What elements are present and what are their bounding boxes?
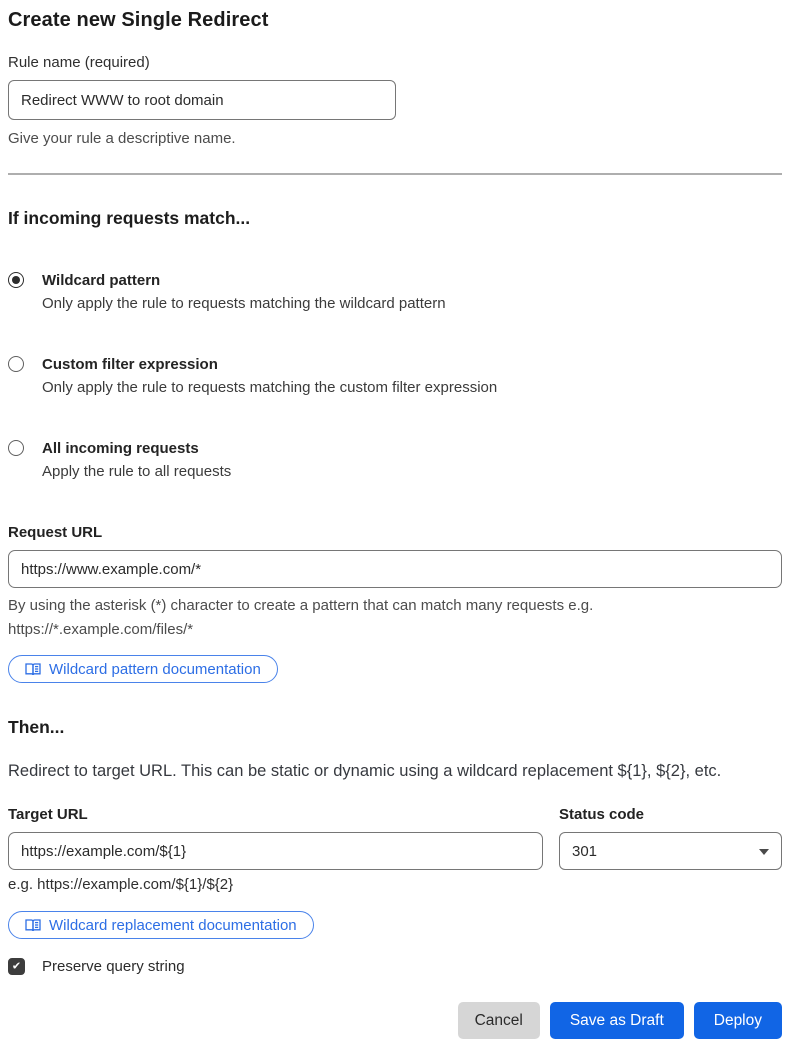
target-url-label: Target URL — [8, 806, 88, 823]
status-code-select[interactable] — [559, 832, 782, 870]
open-book-icon — [25, 918, 41, 933]
request-url-help: By using the asterisk (*) character to create a pattern that can match many requests e.g. https://*.example.com/files/* — [8, 597, 594, 638]
request-url-label: Request URL — [8, 524, 103, 541]
radio-option-all-requests[interactable] — [8, 439, 782, 481]
then-section-heading: Then... — [8, 717, 65, 737]
rule-name-label: Rule name (required) — [8, 54, 150, 71]
custom-filter-radio[interactable] — [8, 356, 24, 372]
target-status-row — [8, 806, 782, 894]
rule-name-help: Give your rule a descriptive name. — [8, 130, 236, 147]
deploy-button[interactable]: Deploy — [694, 1002, 782, 1039]
target-url-help: e.g. https://example.com/${1}/${2} — [8, 876, 234, 893]
save-as-draft-button[interactable]: Save as Draft — [550, 1002, 684, 1039]
rule-name-input[interactable] — [8, 80, 396, 120]
radio-option-wildcard-pattern[interactable] — [8, 271, 782, 313]
then-section-description: Redirect to target URL. This can be static or dynamic using a wildcard replacement ${1}, ${2}, etc. — [8, 762, 722, 780]
preserve-query-checkbox[interactable] — [8, 958, 25, 975]
match-section-heading: If incoming requests match... — [8, 208, 251, 228]
open-book-icon — [25, 662, 41, 677]
section-divider — [8, 173, 782, 175]
radio-option-custom-filter[interactable] — [8, 355, 782, 397]
target-url-input[interactable] — [8, 832, 543, 870]
wildcard-pattern-description: Only apply the rule to requests matching the wildcard pattern — [42, 295, 446, 312]
all-requests-radio[interactable] — [8, 440, 24, 456]
wildcard-pattern-radio[interactable] — [8, 272, 24, 288]
page-title: Create new Single Redirect — [8, 9, 269, 31]
wildcard-replacement-docs-label: Wildcard replacement documentation — [49, 916, 297, 934]
wildcard-pattern-docs-button[interactable] — [8, 655, 278, 683]
request-url-input[interactable] — [8, 550, 782, 588]
cancel-button[interactable]: Cancel — [458, 1002, 540, 1039]
preserve-query-label: Preserve query string — [42, 958, 185, 975]
wildcard-replacement-docs-button[interactable] — [8, 911, 314, 939]
status-code-label: Status code — [559, 806, 645, 823]
wildcard-pattern-docs-label: Wildcard pattern documentation — [49, 660, 261, 678]
all-requests-label: All incoming requests — [42, 440, 199, 457]
custom-filter-description: Only apply the rule to requests matching the custom filter expression — [42, 379, 498, 396]
custom-filter-label: Custom filter expression — [42, 356, 218, 373]
footer-actions — [8, 1002, 782, 1039]
all-requests-description: Apply the rule to all requests — [42, 463, 232, 480]
preserve-query-row[interactable] — [8, 958, 782, 975]
wildcard-pattern-label: Wildcard pattern — [42, 272, 161, 289]
